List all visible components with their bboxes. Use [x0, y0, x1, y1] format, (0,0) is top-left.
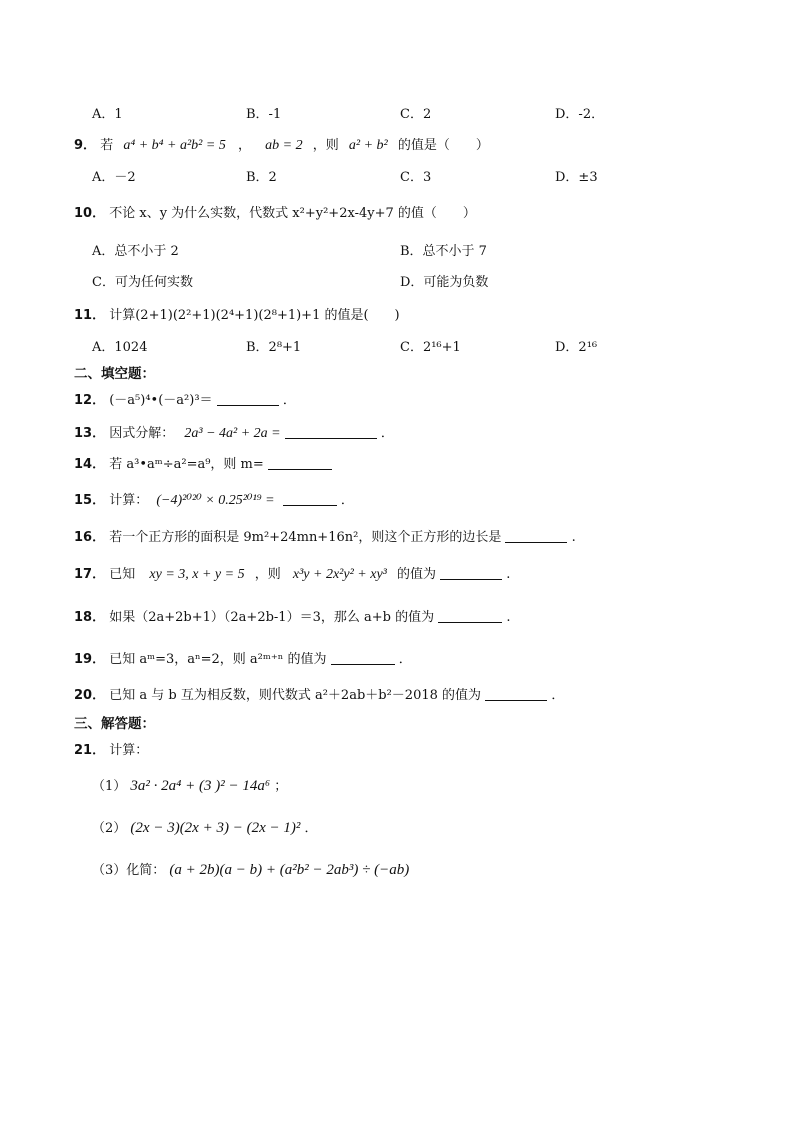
q21-stem [74, 739, 148, 758]
q20-number: 20． [74, 688, 106, 703]
q11-option-c: C．2¹⁶+1 [400, 340, 461, 355]
q9-option-d: D．±3 [555, 170, 598, 185]
q20-text: 已知 a 与 b 互为相反数，则代数式 a²＋2ab＋b²－2018 的值为 [109, 688, 482, 703]
q9-text-a: 若 [100, 138, 114, 153]
q8-option-a: A．1 [92, 107, 123, 122]
q18-answer-blank[interactable] [438, 622, 502, 623]
q21-part-2 [92, 817, 318, 837]
q21-text: 计算： [109, 743, 149, 758]
q9-expr2: ab = 2 [265, 138, 303, 153]
q16-stem [74, 526, 576, 545]
q9-expr3: a² + b² [348, 138, 388, 153]
q12-text: (－a⁵)⁴•(－a²)³＝ [109, 393, 213, 408]
q21-part-1 [92, 775, 287, 795]
q21-part-1-expr: 3a² · 2a⁴ + (3 )² − 14a⁶ [130, 778, 271, 794]
q15-number: 15． [74, 493, 106, 508]
q21-part-1-end: ； [274, 779, 288, 794]
q14-answer-blank[interactable] [268, 469, 332, 470]
q16-number: 16． [74, 530, 106, 545]
q13-answer-blank[interactable] [285, 438, 377, 439]
q17-text-b: ，则 [254, 567, 281, 582]
q17-number: 17． [74, 567, 106, 582]
q12-answer-blank[interactable] [217, 405, 279, 406]
q21-part-2-end: ． [304, 821, 318, 836]
q10-option-b: B．总不小于 7 [400, 244, 487, 259]
q12-stem [74, 389, 296, 408]
section-solve-title: 三、解答题： [74, 716, 155, 732]
q21-part-2-expr: (2x − 3)(2x + 3) − (2x − 1)² [130, 820, 301, 836]
q17-text-c: 的值为 [397, 567, 437, 582]
q9-option-c: C．3 [400, 170, 432, 185]
q14-number: 14． [74, 457, 106, 472]
q10-number: 10． [74, 206, 106, 221]
q9-number: 9． [74, 138, 97, 153]
q11-number: 11． [74, 308, 106, 323]
q13-number: 13． [74, 426, 106, 441]
q15-stem [74, 489, 354, 509]
q21-part-3-label: （3）化简： [92, 863, 166, 878]
q19-text: 已知 aᵐ=3，aⁿ=2，则 a²ᵐ⁺ⁿ 的值为 [109, 652, 327, 667]
q21-part-1-label: （1） [92, 779, 127, 794]
q9-option-a: A．－2 [92, 170, 136, 185]
q9-text-c: 的值是（ ） [397, 138, 489, 153]
q10-text: 不论 x、y 为什么实数，代数式 x²+y²+2x-4y+7 的值（ ） [109, 206, 476, 221]
q20-stem [74, 684, 564, 703]
q8-option-c: C．2 [400, 107, 432, 122]
q11-option-b: B．2⁸+1 [246, 340, 302, 355]
q15-end: ． [340, 493, 354, 508]
q13-text: 因式分解： [109, 426, 175, 441]
q18-end: . [506, 610, 511, 625]
q17-text-a: 已知 [109, 567, 136, 582]
q19-stem [74, 648, 412, 667]
q19-end: ． [398, 652, 412, 667]
q17-expr1: xy = 3, x + y = 5 [149, 567, 245, 582]
q13-end: ． [380, 426, 394, 441]
q14-stem [74, 453, 332, 472]
q21-part-2-label: （2） [92, 821, 127, 836]
q17-stem [74, 563, 510, 583]
q9-stem [74, 134, 489, 154]
q12-end: ． [282, 393, 296, 408]
q8-option-d: D．-2． [555, 107, 605, 122]
q9-text-b: ，则 [312, 138, 339, 153]
q11-text: 计算(2+1)(2²+1)(2⁴+1)(2⁸+1)+1 的值是( ) [109, 308, 400, 323]
q18-stem [74, 606, 511, 625]
q10-stem [74, 202, 476, 221]
section-fill-in-title: 二、填空题： [74, 366, 155, 382]
q11-option-d: D．2¹⁶ [555, 340, 598, 355]
q12-number: 12． [74, 393, 106, 408]
q15-answer-blank[interactable] [283, 505, 337, 506]
q11-stem [74, 304, 400, 323]
q8-option-b: B．-1 [246, 107, 282, 122]
q10-option-a: A．总不小于 2 [92, 244, 179, 259]
q13-stem [74, 422, 394, 442]
q13-expr: 2a³ − 4a² + 2a = [184, 426, 281, 441]
q17-end: . [506, 567, 511, 582]
q10-option-c: C．可为任何实数 [92, 275, 193, 290]
q20-end: ． [551, 688, 565, 703]
q14-text: 若 a³•aᵐ÷a²=a⁹，则 m= [109, 457, 264, 472]
q16-answer-blank[interactable] [505, 542, 567, 543]
q21-part-3-expr: (a + 2b)(a − b) + (a²b² − 2ab³) ÷ (−ab) [169, 862, 410, 878]
q17-answer-blank[interactable] [440, 579, 502, 580]
q21-part-3 [92, 859, 409, 879]
q18-number: 18． [74, 610, 106, 625]
q17-expr2: x³y + 2x²y² + xy³ [292, 567, 387, 582]
q21-number: 21． [74, 743, 106, 758]
q15-text: 计算： [109, 493, 149, 508]
q16-end: . [571, 530, 576, 545]
q15-expr: (−4)²⁰²⁰ × 0.25²⁰¹⁹ = [156, 493, 275, 508]
q19-answer-blank[interactable] [331, 664, 395, 665]
q16-text: 若一个正方形的面积是 9m²+24mn+16n²，则这个正方形的边长是 [109, 530, 502, 545]
q9-sep: ， [237, 138, 251, 153]
q11-option-a: A．1024 [92, 340, 148, 355]
q20-answer-blank[interactable] [485, 700, 547, 701]
q10-option-d: D．可能为负数 [400, 275, 489, 290]
q9-expr1: a⁴ + b⁴ + a²b² = 5 [123, 138, 226, 153]
q18-text: 如果（2a+2b+1）（2a+2b-1）＝3，那么 a+b 的值为 [109, 610, 435, 625]
q9-option-b: B．2 [246, 170, 277, 185]
q19-number: 19． [74, 652, 106, 667]
